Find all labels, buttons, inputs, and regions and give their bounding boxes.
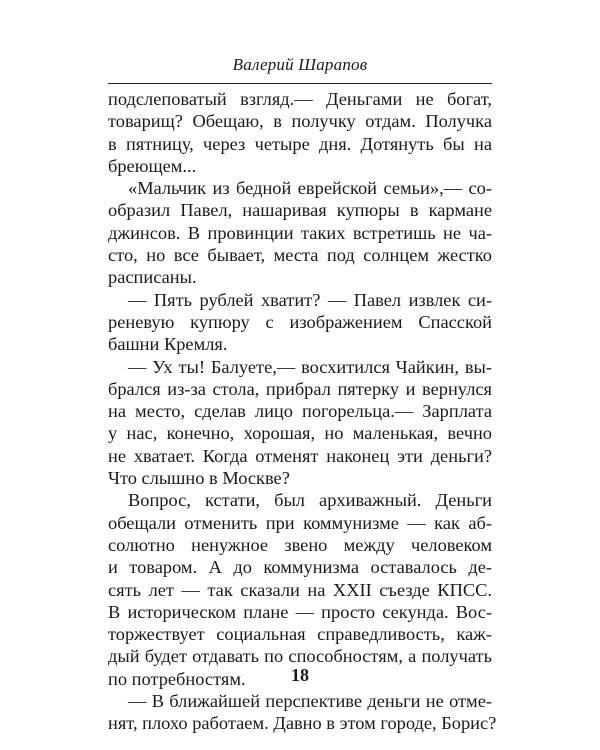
paragraph-5	[108, 489, 492, 690]
text-line: Что слышно в Москве?	[108, 468, 290, 489]
text-line: реневую купюру с изображением Спасской	[108, 311, 492, 332]
text-line: сять лет — так сказали на XXII съезде КПСС.	[108, 579, 492, 600]
paragraph-4	[108, 356, 492, 490]
text-line: обещали отменить при коммунизме — как аб-	[108, 512, 492, 533]
paragraph-6	[108, 690, 497, 735]
text-line: на место, сделав лицо погорельца.— Зарплата	[108, 401, 492, 422]
text-line: образил Павел, нашаривая купюры в кармане	[108, 200, 492, 221]
text-line: в пятницу, через четыре дня. Дотянуть бы на	[108, 133, 492, 154]
text-line: не хватает. Когда отменят наконец эти деньги?	[108, 445, 492, 466]
text-line: джинсов. В провинции таких встретишь не ча-	[108, 222, 492, 243]
text-line: торжествует социальная справедливость, каж-	[108, 624, 492, 645]
text-line: — Ух ты! Балуете,— восхитился Чайкин, вы-	[128, 356, 492, 377]
text-line: — В ближайшей перспективе деньги не отме-	[128, 691, 492, 712]
text-line: расписаны.	[108, 267, 197, 288]
page-number: 18	[291, 665, 309, 685]
text-line: и товаром. А до коммунизма оставалось де-	[108, 557, 492, 578]
text-line: дый будет отдавать по способностям, а получать	[108, 646, 492, 667]
text-line: «Мальчик из бедной еврейской семьи»,— со-	[128, 178, 492, 199]
paragraph-3	[108, 289, 492, 356]
running-head: Валерий Шарапов	[232, 55, 368, 74]
text-line: башни Кремля.	[108, 334, 228, 355]
text-line: брался из-за стола, прибрал пятерку и вернулся	[108, 378, 492, 399]
text-line: — Пять рублей хватит? — Павел извлек си-	[128, 289, 492, 310]
text-line: товарищ? Обещаю, в получку отдам. Получка	[108, 111, 492, 132]
paragraph-2	[108, 177, 492, 288]
text-line: солютно ненужное звено между человеком	[108, 534, 492, 555]
text-line: Вопрос, кстати, был архиважный. Деньги	[128, 490, 492, 511]
text-line: нят, плохо работаем. Давно в этом городе, Борис?	[108, 713, 497, 734]
text-line: бреющем...	[108, 155, 197, 176]
text-line: подслеповатый взгляд.— Деньгами не богат,	[108, 89, 492, 109]
text-line: у нас, конечно, хорошая, но маленькая, вечно	[108, 423, 492, 444]
text-line: В историческом плане — просто секунда. Вос-	[108, 601, 492, 622]
header-rule	[108, 83, 492, 84]
text-line: сто, но все бывает, места под солнцем жестко	[108, 245, 492, 266]
text-line: по потребностям.	[108, 668, 246, 689]
paragraph-1	[108, 88, 492, 177]
body-text	[108, 88, 497, 735]
